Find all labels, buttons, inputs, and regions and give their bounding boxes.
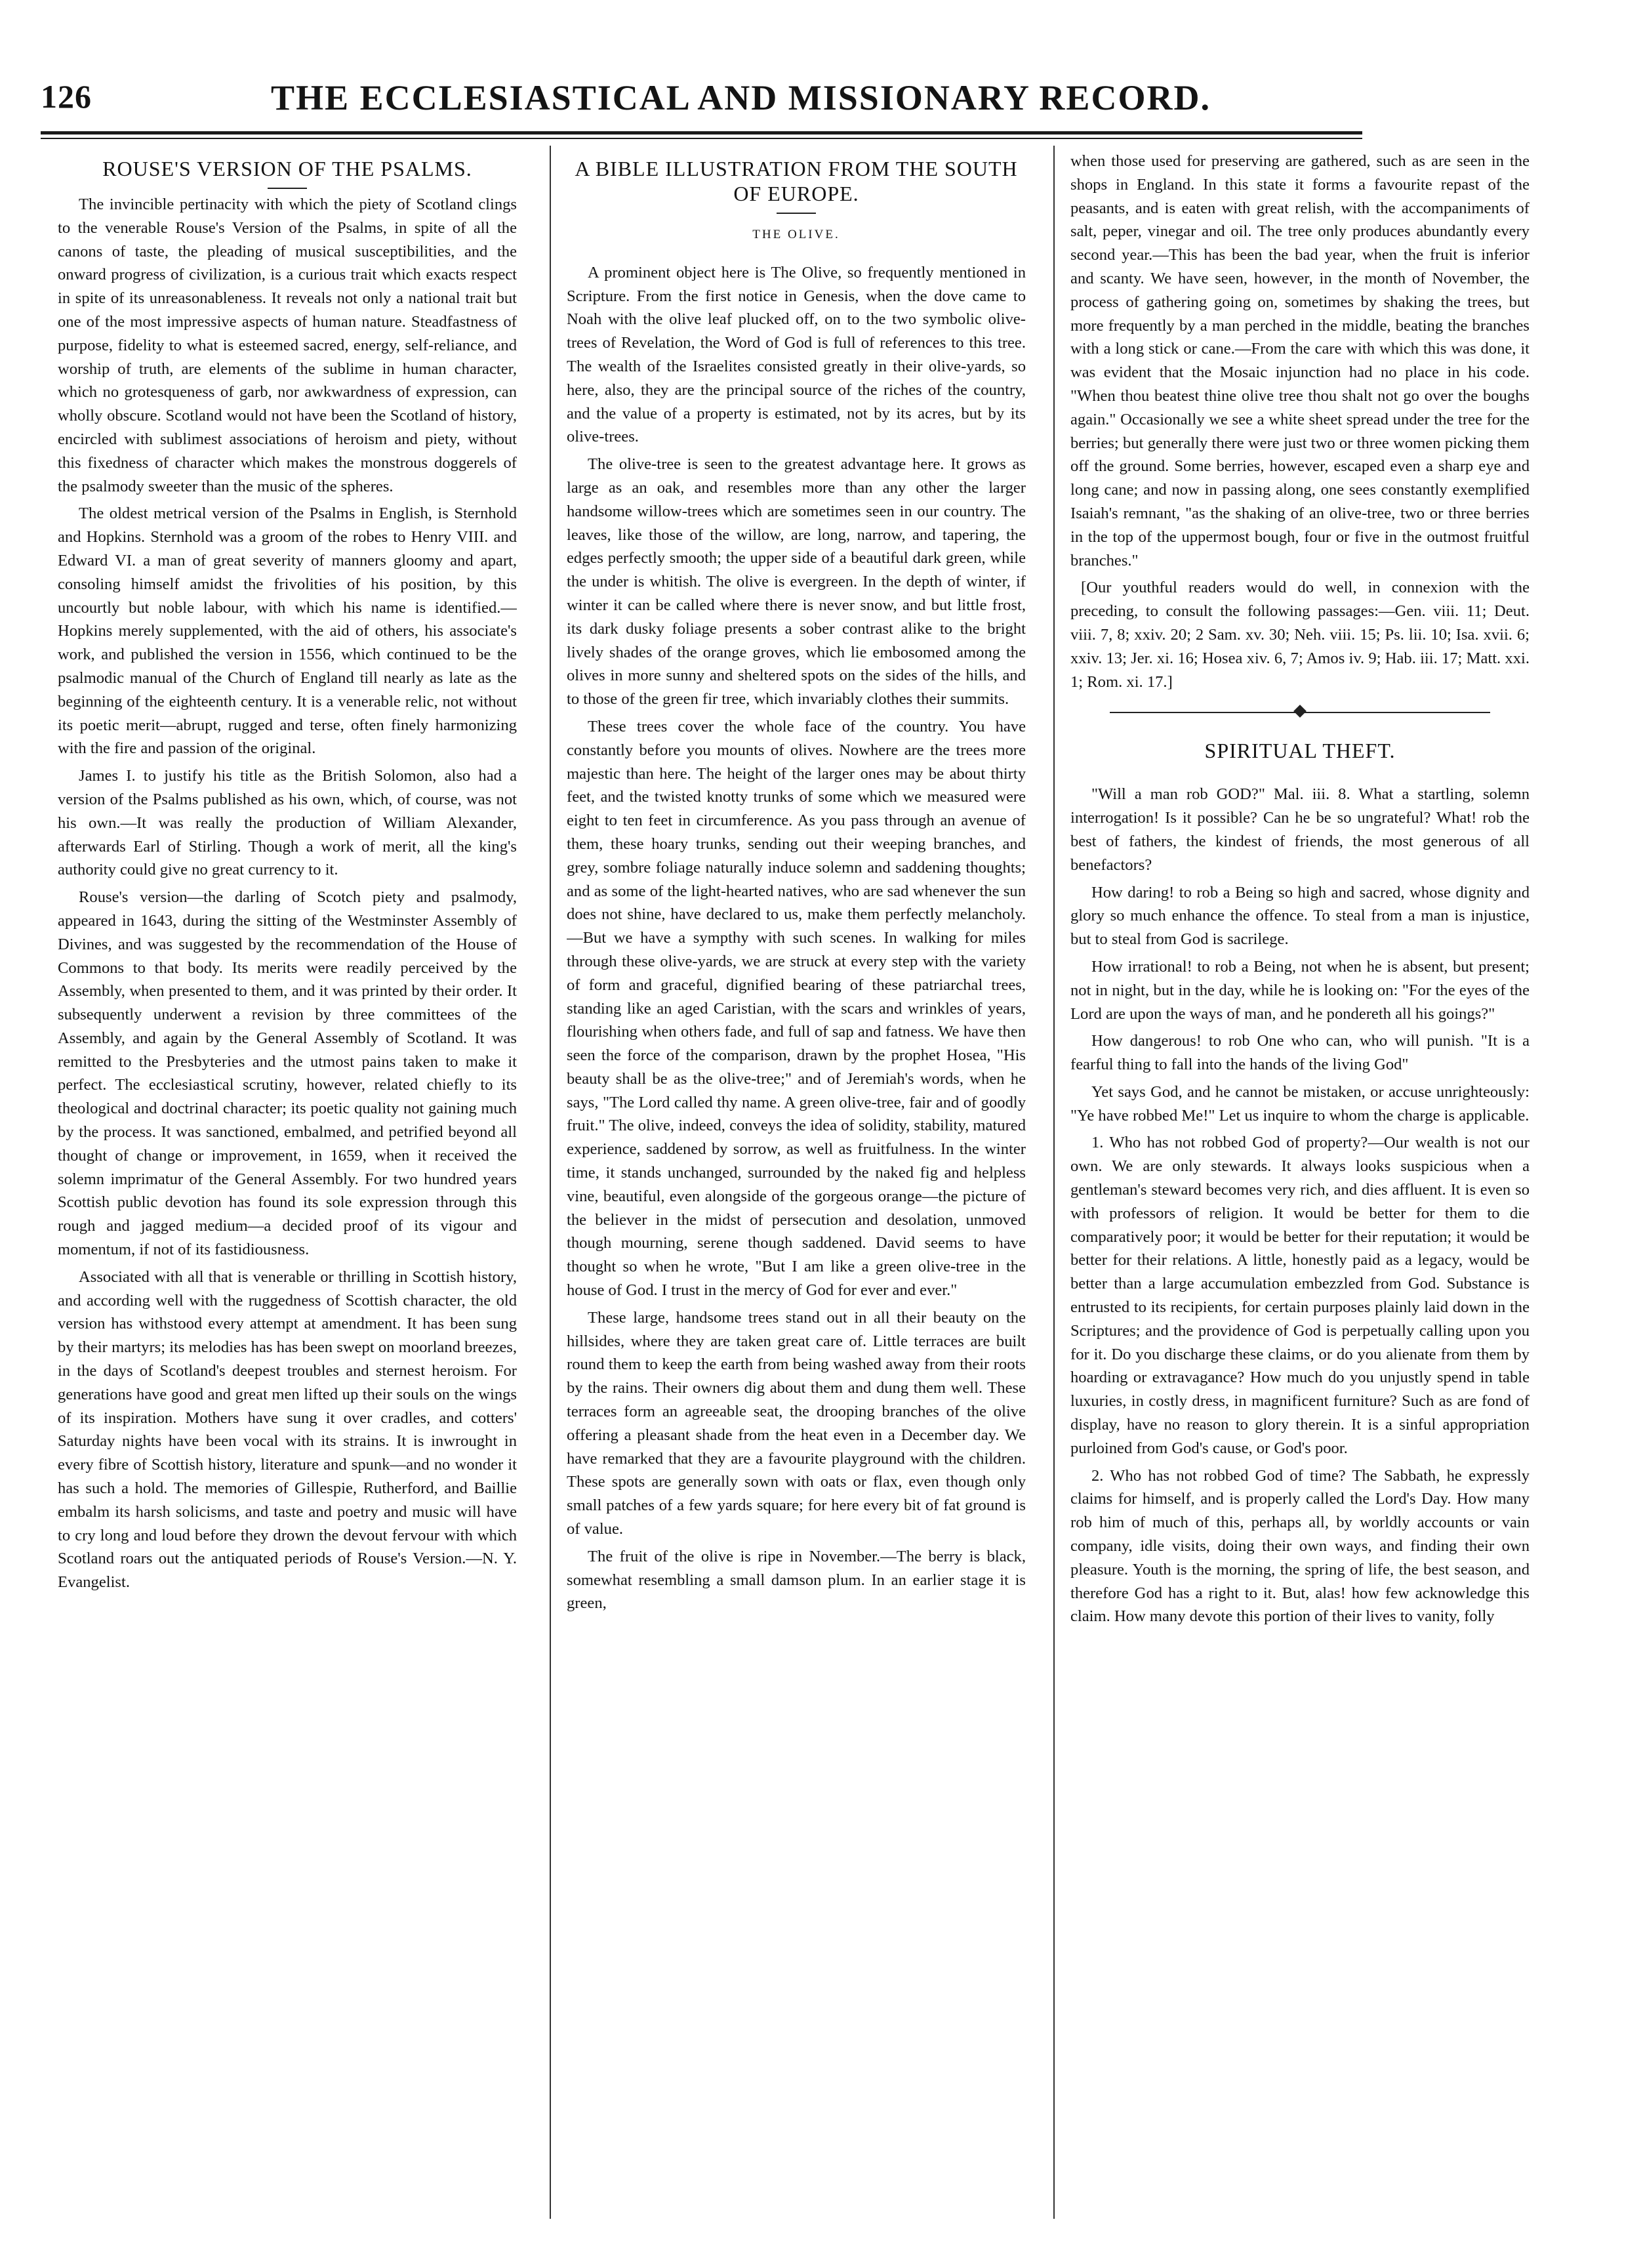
column-rule-1	[550, 146, 551, 2219]
paragraph: Rouse's version—the darling of Scotch piety and psalmody, appeared in 1643, during the sitting of the Westminster Assembly of Divines, and was suggested by the recommendation of the House of Commons to that body. Its merits were readily perceived by the Assembly, when presented to them, and it was printed by their order. It subsequently underwent a revision by three committees of the Assembly, and again by the General Assembly of Scotland. It was remitted to the Presbyteries and the utmost pains taken to make it perfect. The ecclesiastical scrutiny, however, related chiefly to its theological and doctrinal character; its poetic quality not gaining much by the process. It was sanctioned, embalmed, and petrified beyond all thought of change or improvement, in 1659, when it received the solemn imprimatur of the General Assembly. For two hundred years Scottish public devotion has found its sole expression through this rough and jagged medium—a decided proof of its vigour and momentum, if not of its fastidiousness.	[58, 888, 517, 1259]
article-subtitle-olive: THE OLIVE.	[752, 228, 840, 241]
article-title-olive: A BIBLE ILLUSTRATION FROM THE SOUTH OF EUROPE.	[575, 157, 1018, 205]
paragraph: Yet says God, and he cannot be mistaken, or accuse unrighteously: "Ye have robbed Me!" Let us inquire to whom the charge is applicable.	[1070, 1082, 1530, 1124]
article-title-rouse: ROUSE'S VERSION OF THE PSALMS.	[102, 157, 472, 180]
column-3	[1070, 150, 1530, 2229]
paragraph: A prominent object here is The Olive, so frequently mentioned in Scripture. From the first notice in Genesis, when the dove came to Noah with the olive leaf plucked off, on to the two symbolic olive-trees of Revelation, the Word of God is full of references to this tree. The wealth of the Israelites consisted greatly in their olive-yards, so here, also, they are the principal source of the riches of the country, and the value of a property is estimated, not by its acres, but by its olive-trees.	[567, 263, 1026, 446]
paragraph: The invincible pertinacity with which the piety of Scotland clings to the venerable Rouse's Version of the Psalms, in spite of all the canons of taste, the pleading of musical susceptibilities, and the onward progress of civilization, is a curious trait which exacts respect in spite of its unreasonableness. It reveals not only a national trait but one of the most impressive aspects of human nature. Steadfastness of purpose, fidelity to what is esteemed sacred, energy, self-reliance, and worship of truth, are elements of the sublime in human character, which no grotesqueness of garb, nor awkwardness of expression, can wholly obscure. Scotland would not have been the Scotland of history, encircled with sublimest associations of heroism and piety, without this fixedness of character which makes the monstrous doggerels of the psalmody sweeter than the music of the spheres.	[58, 196, 517, 495]
paragraph-continued: when those used for preserving are gathered, such as are seen in the shops in England. In this state it forms a favourite repast of the peasants, and is eaten with great relish, with the accompaniments of salt, peper, vinegar and oil. The tree only produces abundantly every second year.—This has been the bad year, when the fruit is inferior and scanty. We have seen, however, in the month of November, the process of gathering going on, sometimes by shaking the trees, but more frequently by a man perched in the middle, beating the branches with a long stick or cane.—From the care with which this was done, it was evident that the Mosaic injunction had no place in his code. "When thou beatest thine olive tree thou shalt not go over the boughs again." Occasionally we see a white sheet spread under the tree for the berries; but generally there were just two or three women picking them off the ground. Some berries, however, escaped even a sharp eye and long cane; and now in passing along, one sees constantly exemplified Isaiah's remnant, "as the shaking of an olive-tree, two or three berries in the top of the uppermost bough, four or five in the outmost fruitful branches."	[1070, 152, 1530, 569]
paragraph: 1. Who has not robbed God of property?—Our wealth is not our own. We are only stewards. It always looks suspicious when a gentleman's steward becomes very rich, and dies affluent. It is even so with professors of religion. It would be better for them to die comparatively poor; it would be better for their reputation; it would be better for their relations. A little, honestly paid as a legacy, would be better than a large accumulation embezzled from God. Substance is entrusted to its recipients, for certain purposes plainly laid down in the Scriptures; and the providence of God is perpetually calling upon you for it. Do you discharge these claims, or do you alienate from them by hoarding or extravagance? How much do you unjustly spend in table luxuries, in costly dress, in magnificent furniture? Such as are fond of display, have no reason to glory therein. It is a sinful appropriation purloined from God's cause, or God's poor.	[1070, 1134, 1530, 1457]
header-rule-thin	[41, 138, 1362, 139]
header-rule-thick	[41, 131, 1362, 134]
journal-title: THE ECCLESIASTICAL AND MISSIONARY RECORD.	[271, 78, 1211, 117]
column-2	[567, 150, 1026, 2229]
title-rule	[777, 213, 816, 214]
paragraph: The fruit of the olive is ripe in November.—The berry is black, somewhat resembling a small damson plum. In an earlier stage it is green,	[567, 1547, 1026, 1613]
paragraph: How daring! to rob a Being so high and sacred, whose dignity and glory so much enhance the offence. To steal from a man is injustice, but to steal from God is sacrilege.	[1070, 883, 1530, 949]
diamond-ornament-icon	[1293, 705, 1307, 718]
paragraph: "Will a man rob GOD?" Mal. iii. 8. What a startling, solemn interrogation! Is it possible? Can he be so ungrateful? What! rob the best of fathers, the kindest of friends, the most generous of all benefactors?	[1070, 785, 1530, 874]
paragraph: How irrational! to rob a Being, not when he is absent, but present; not in night, but in the day, while he is looking on: "For the eyes of the Lord are upon the ways of man, and he pondereth all his goings?"	[1070, 957, 1530, 1023]
page-number: 126	[41, 78, 92, 115]
section-divider	[1070, 703, 1530, 722]
column-rule-2	[1053, 146, 1055, 2219]
column-1	[58, 150, 517, 2229]
paragraph: These large, handsome trees stand out in all their beauty on the hillsides, where they are taken great care of. Little terraces are built round them to keep the earth from being washed away from their roots by the rains. Their owners dig about them and dung them well. These terraces form an agreeable seat, the drooping branches of the olive offering a pleasant shade from the heat even in a December day. We have remarked that they are a favourite playground with the children. These spots are generally sown with oats or flax, even though only small patches of a few yards square; for here every bit of fat ground is of value.	[567, 1308, 1026, 1538]
paragraph: James I. to justify his title as the British Solomon, also had a version of the Psalms published as his own, which, of course, was not his own.—It was really the production of William Alexander, afterwards Earl of Stirling. Though a work of merit, all the king's authority could give no great currency to it.	[58, 767, 517, 879]
paragraph: The oldest metrical version of the Psalms in English, is Sternhold and Hopkins. Sternhold was a groom of the robes to Henry VIII. and Edward VI. a man of great severity of manners gloomy and apart, consoling himself amidst the frivolities of his position, by this uncourtly but noble labour, with which his name is identified.—Hopkins merely supplemented, with the aid of others, his associate's work, and published the version in 1556, which continued to be the psalmodic manual of the Church of England till nearly as late as the beginning of the eighteenth century. It is a venerable relic, not without its poetic merit—abrupt, rugged and terse, often finely harmonizing with the fire and passion of the original.	[58, 505, 517, 758]
title-rule	[268, 188, 307, 189]
scripture-references-note: [Our youthful readers would do well, in connexion with the preceding, to consult the following passages:—Gen. viii. 11; Deut. viii. 7, 8; xxiv. 20; 2 Sam. xv. 30; Neh. viii. 15; Ps. lii. 10; Isa. xvii. 6; xxiv. 13; Jer. xi. 16; Hosea xiv. 6, 7; Amos iv. 9; Hab. iii. 17; Matt. xxi. 1; Rom. xi. 17.]	[1070, 579, 1530, 691]
paragraph: 2. Who has not robbed God of time? The Sabbath, he expressly claims for himself, and is properly called the Lord's Day. How many rob him of much of this, perhaps all, by worldly accounts or vain company, idle visits, doing their own ways, and finding their own pleasure. Youth is the morning, the spring of life, the best season, and therefore God has a right to it. But, alas! how few acknowledge this claim. How many devote this portion of their lives to vanity, folly	[1070, 1466, 1530, 1626]
article-title-spiritual-theft: SPIRITUAL THEFT.	[1204, 739, 1396, 763]
paragraph: Associated with all that is venerable or thrilling in Scottish history, and according well with the ruggedness of Scottish character, the old version has withstood every attempt at amendment. It has been sung by their martyrs; its melodies has has been swept on moorland breezes, in the days of Scotland's deepest troubles and sternest heroism. For generations have good and great men lifted up their souls on the wings of its inspiration. Mothers have sung it over cradles, and cotters' Saturday nights have been vocal with its strains. It is inwrought in every fibre of Scottish history, literature and spunk—and no wonder it has such a hold. The memories of Gillespie, Rutherford, and Baillie embalm its harsh solicisms, and taste and poetry and music will have to cry long and loud before they drown the devout fervour with which Scotland roars out the antiquated periods of Rouse's Version.—N. Y. Evangelist.	[58, 1268, 517, 1592]
paragraph: How dangerous! to rob One who can, who will punish. "It is a fearful thing to fall into the hands of the living God"	[1070, 1032, 1530, 1074]
paragraph: The olive-tree is seen to the greatest advantage here. It grows as large as an oak, and resembles more than any other the larger handsome willow-trees which are sometimes seen in our country. The leaves, like those of the willow, are long, narrow, and tapering, the edges perfectly smooth; the upper side of a beautiful dark green, while the under is whitish. The olive is evergreen. In the depth of winter, if winter it can be called where there is never snow, and but little frost, its dark dusky foliage presents a sober contrast alike to the bright lively shades of the orange groves, which lie embosomed among the olives in more sunny and sheltered spots on the sides of the hills, and to those of the green fir tree, which invariably clothes their summits.	[567, 455, 1026, 709]
running-head	[41, 77, 1362, 130]
paragraph: These trees cover the whole face of the country. You have constantly before you mounts of olives. Nowhere are the trees more majestic than here. The height of the larger ones may be about thirty feet, and the twisted knotty trunks of some which we measured were eight to ten feet in circumference. As you pass through an avenue of them, these hoary trunks, sending out their weeping branches, and grey, sombre foliage naturally induce solemn and saddening thoughts; and as some of the light-hearted natives, who are sad whenever the sun does not shine, have declared to us, make them perfectly melancholy.—But we have a sympthy with such scenes. In walking for miles through these olive-yards, we are struck at every step with the variety of form and graceful, dignified bearing of these patriarchal trees, standing like an aged Caristian, with the scars and wrinkles of years, flourishing when others fade, and full of sap and fatness. We have then seen the force of the comparison, drawn by the prophet Hosea, "His beauty shall be as the olive-tree;" and of Jeremiah's words, when he says, "The Lord called thy name. A green olive-tree, fair and of goodly fruit." The olive, indeed, conveys the idea of solidity, stability, matured experience, saddened by sorrow, as well as fruitfulness. In the winter time, it stands unchanged, surrounded by the naked fig and helpless vine, beautiful, even alongside of the gorgeous orange—the picture of the believer in the midst of persecution and desolation, unmoved though mourning, serene though saddened. David seems to have thought so when he wrote, "But I am like a green olive-tree in the house of God. I trust in the mercy of God for ever and ever."	[567, 717, 1026, 1300]
